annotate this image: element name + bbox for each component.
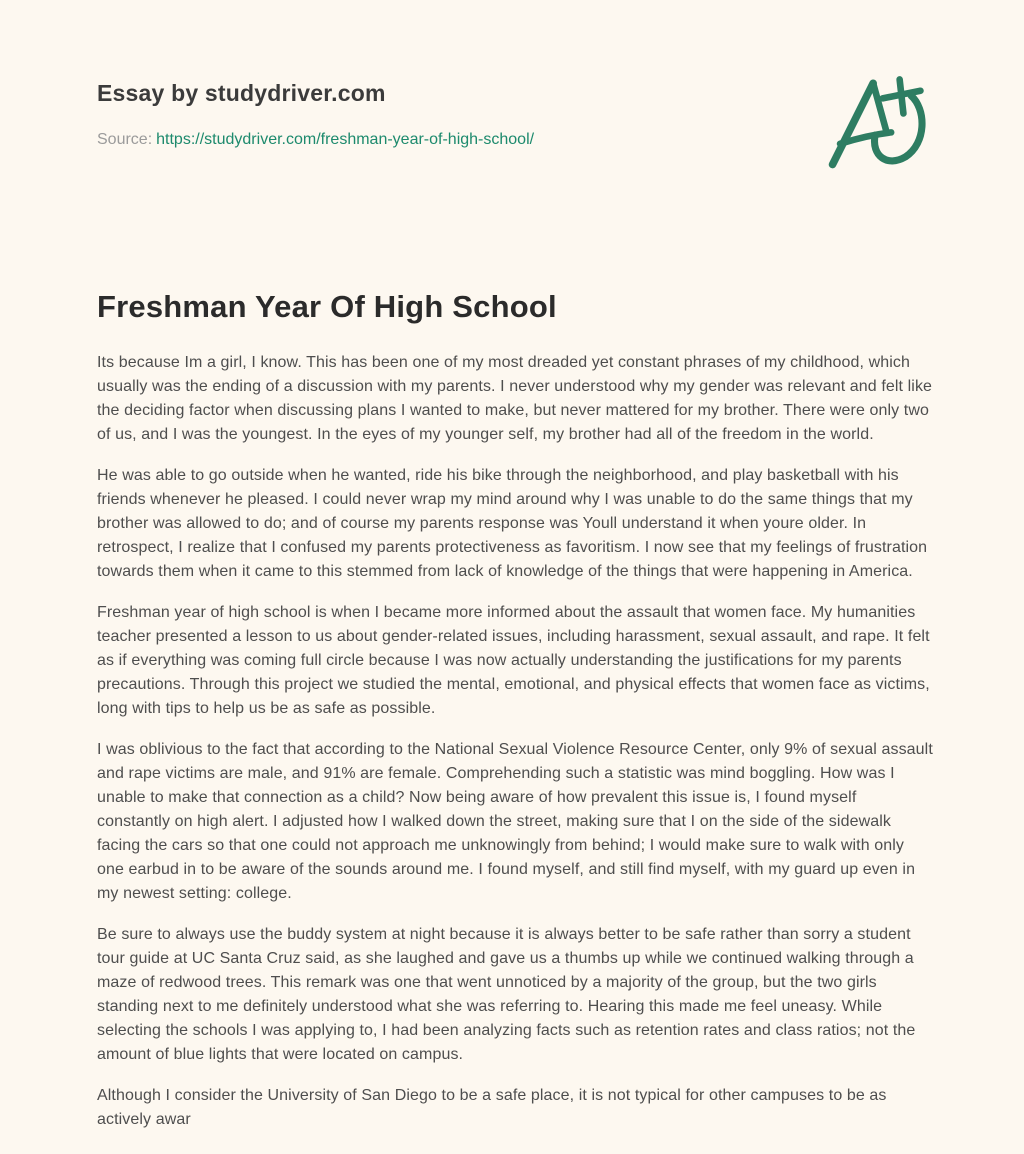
essay-paragraph: I was oblivious to the fact that according to the National Sexual Violence Resource Center, only 9% of sexual assault and rape victims are male, and 91% are female. Comprehending such a statistic was mind boggling. How was I unable to make that connection as a child? Now being aware of how prevalent this issue is, I found myself constantly on high alert. I adjusted how I walked down the street, making sure that I on the side of the sidewalk facing the cars so that one could not approach me unknowingly from behind; I would make sure to walk with only one earbud in to be aware of the sounds around me. I found myself, and still find myself, with my guard up even in my newest setting: college. xyxy=(97,741,933,902)
essay-paragraph: Although I consider the University of San Diego to be a safe place, it is not typical for other campuses to be as actively awar xyxy=(97,1087,887,1128)
essay-paragraph: Freshman year of high school is when I became more informed about the assault that women face. My humanities teacher presented a lesson to us about gender-related issues, including harassment, sexual assault, and rape. It felt as if everything was coming full circle because I was now actually understanding the justifications for my parents precautions. Through this project we studied the mental, emotional, and physical effects that women face as victims, long with tips to help us be as safe as possible. xyxy=(97,604,930,717)
source-label: Source: xyxy=(97,131,153,148)
a-plus-logo-icon xyxy=(824,68,928,176)
page-header xyxy=(97,76,930,176)
header-text-block xyxy=(97,76,534,149)
essay-body xyxy=(97,351,933,1132)
essay-paragraph: Its because Im a girl, I know. This has been one of my most dreaded yet constant phrases of my childhood, which usually was the ending of a discussion with my parents. I never understood why my gender was relevant and felt like the deciding factor when discussing plans I wanted to make, but never mattered for my brother. There were only two of us, and I was the youngest. In the eyes of my younger self, my brother had all of the freedom in the world. xyxy=(97,354,933,443)
source-url-link[interactable]: https://studydriver.com/freshman-year-of-high-school/ xyxy=(156,131,535,148)
essay-paragraph: Be sure to always use the buddy system at night because it is always better to be safe rather than sorry a student tour guide at UC Santa Cruz said, as she laughed and gave us a thumbs up while we continued walking through a maze of redwood trees. This remark was one that went unnoticed by a majority of the group, but the two girls standing next to me definitely understood what she was referring to. Hearing this made me feel uneasy. While selecting the schools I was applying to, I had been analyzing facts such as retention rates and class ratios; not the amount of blue lights that were located on campus. xyxy=(97,926,916,1063)
source-line xyxy=(97,131,534,149)
essay-paragraph: He was able to go outside when he wanted, ride his bike through the neighborhood, and play basketball with his friends whenever he pleased. I could never wrap my mind around why I was unable to do the same things that my brother was allowed to do; and of course my parents response was Youll understand it when youre older. In retrospect, I realize that I confused my parents protectiveness as favoritism. I now see that my feelings of frustration towards them when it came to this stemmed from lack of knowledge of the things that were happening in America. xyxy=(97,467,928,580)
document-title: Essay by studydriver.com xyxy=(97,80,386,106)
essay-title: Freshman Year Of High School xyxy=(97,289,557,324)
